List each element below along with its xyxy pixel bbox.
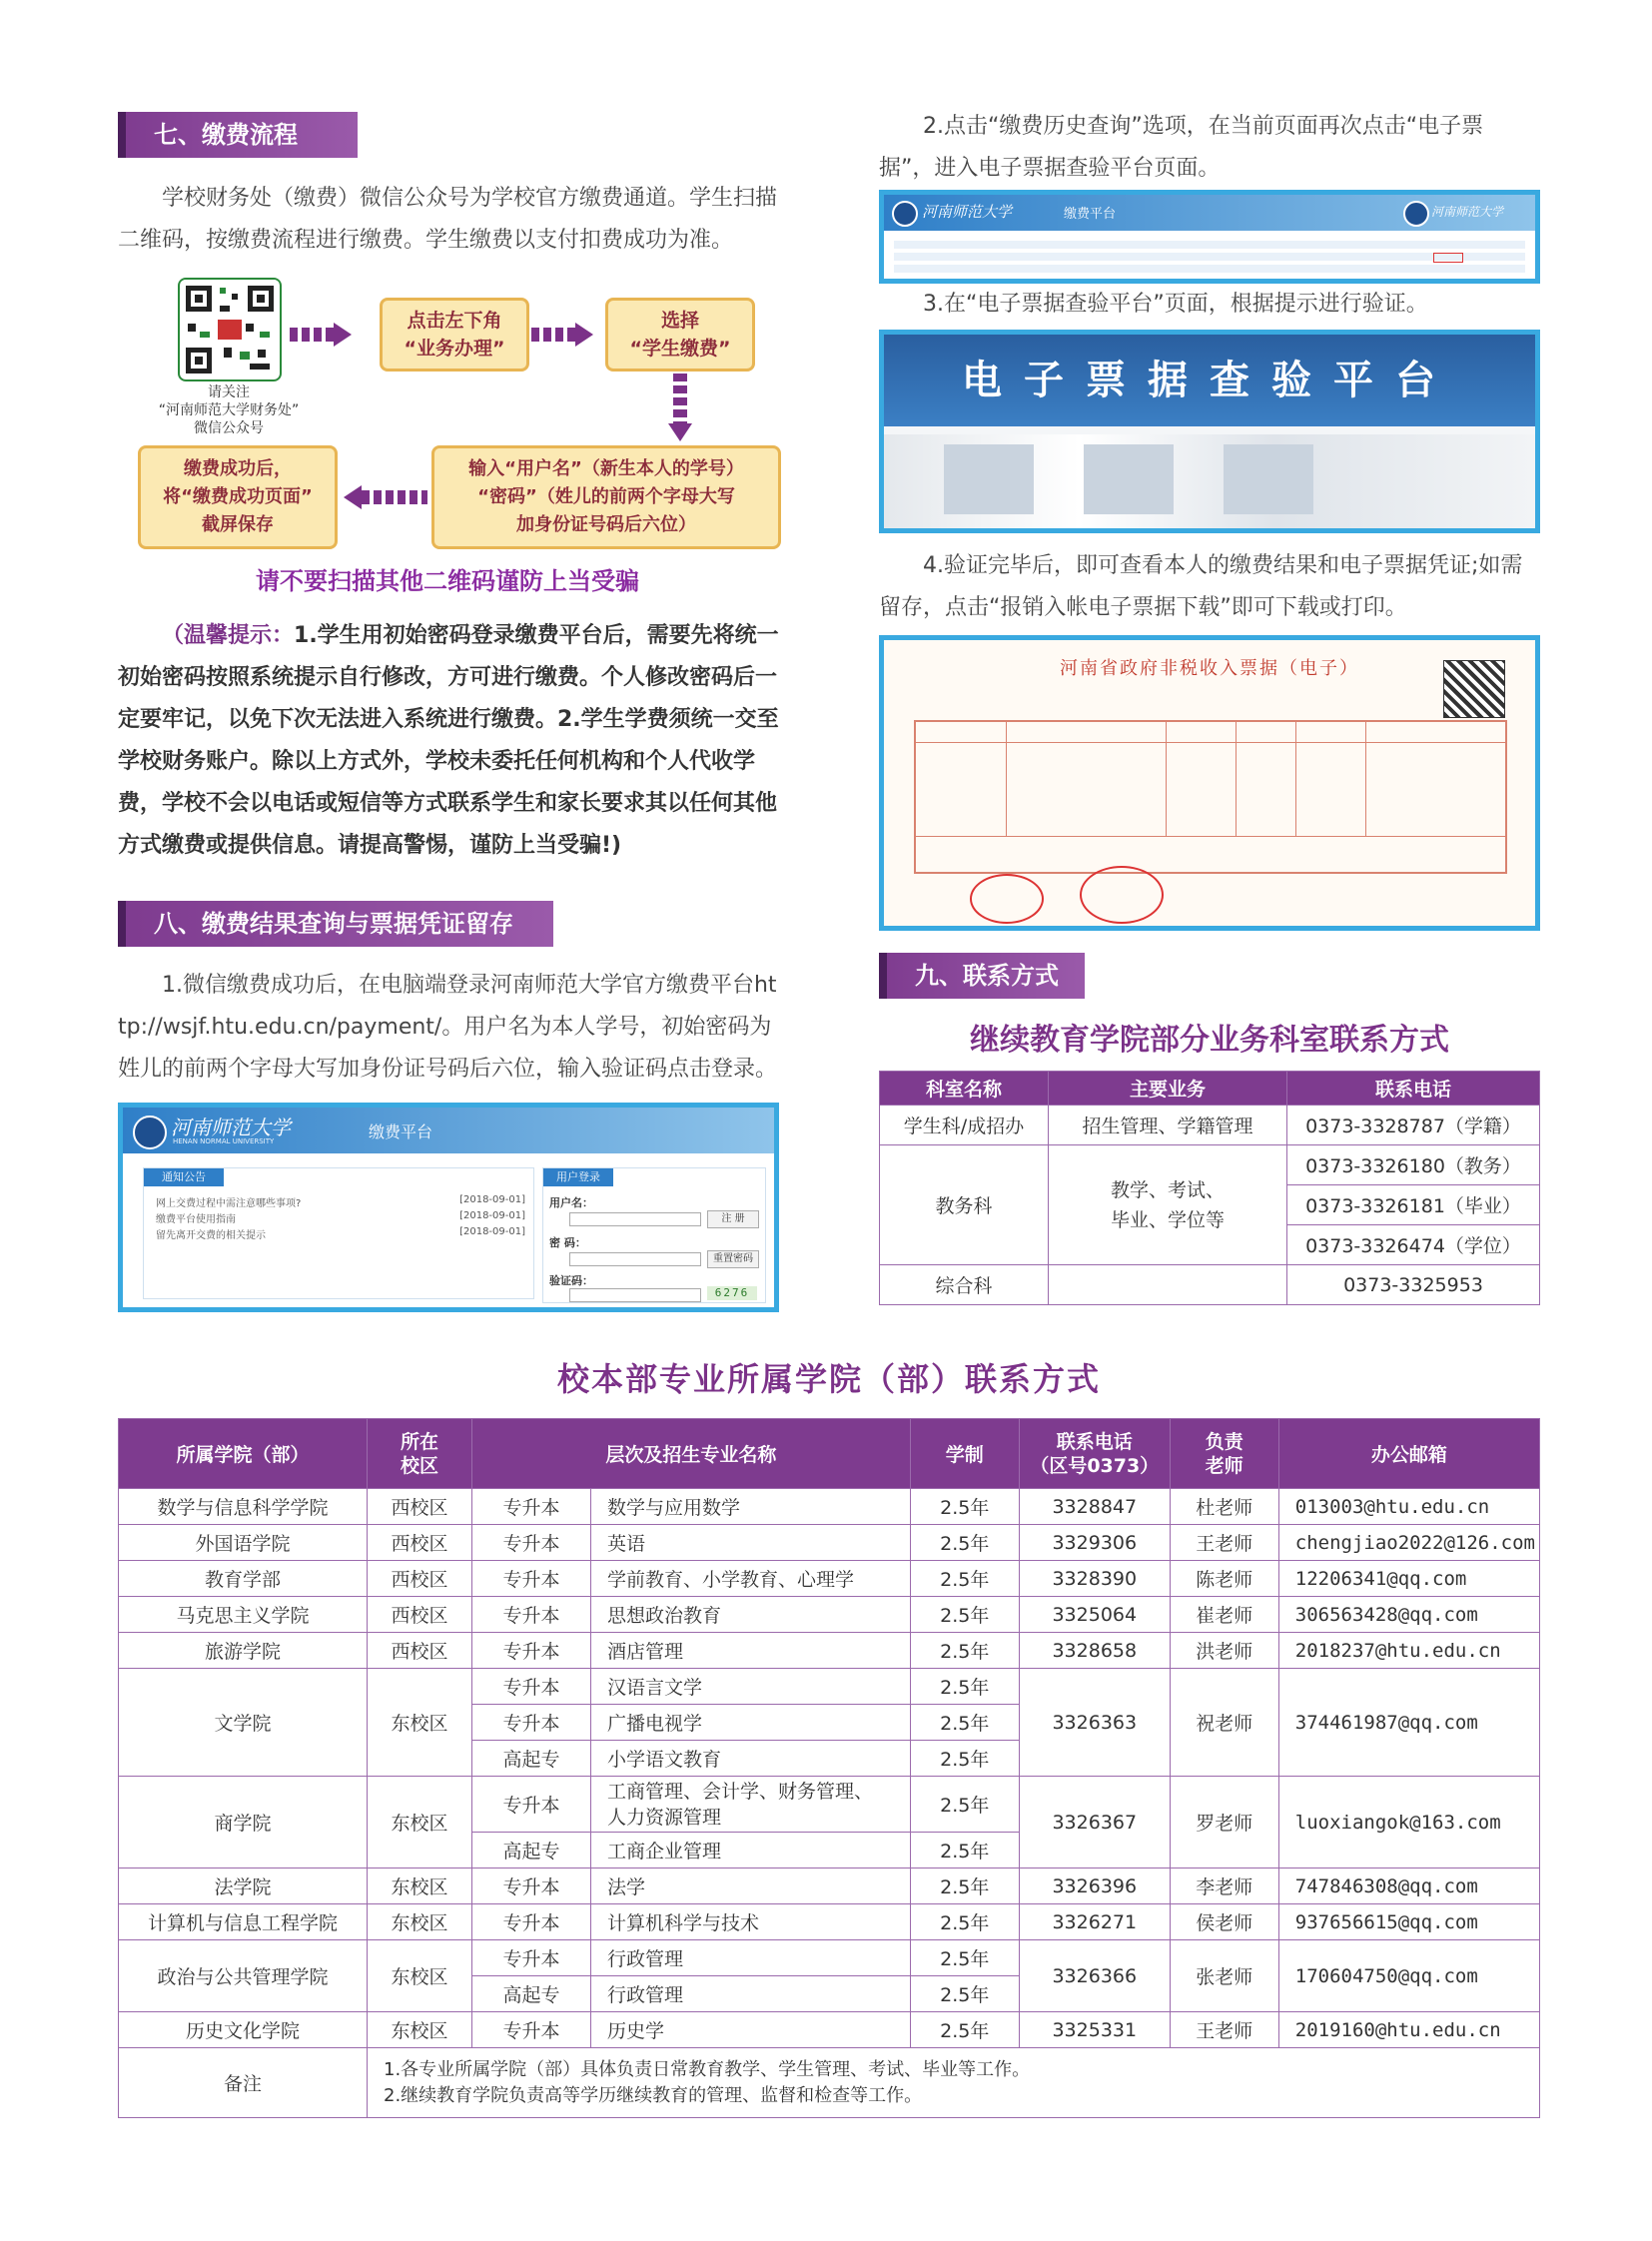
t2-campus: 东校区 — [368, 1940, 472, 2012]
t2-teacher: 崔老师 — [1170, 1597, 1278, 1633]
t2-major: 行政管理 — [591, 1976, 911, 2012]
t1-dept: 学生科/成招办 — [880, 1106, 1049, 1145]
t2-level: 专升本 — [472, 1669, 591, 1705]
t2-years: 2.5年 — [910, 1904, 1019, 1940]
verify-platform-screenshot — [879, 330, 1540, 533]
t2-teacher: 杜老师 — [1170, 1489, 1278, 1525]
notice-panel-title: 通知公告 — [144, 1168, 224, 1186]
t2-tel: 3329306 — [1019, 1525, 1170, 1561]
t1-tel: 0373-3326181（毕业） — [1287, 1185, 1540, 1225]
t2-major: 思想政治教育 — [591, 1597, 911, 1633]
flow-step-4: 缴费成功后， 将“缴费成功页面” 截屏保存 — [138, 445, 338, 549]
t2-level: 高起专 — [472, 1741, 591, 1777]
t2-header: 所属学院（部） — [119, 1419, 368, 1489]
college-contact-table — [118, 1418, 1540, 2118]
invoice-qr-icon — [1443, 660, 1505, 718]
qr-caption-line-1: 请关注 — [208, 384, 250, 400]
password-label: 密 码： — [549, 1236, 586, 1249]
t2-tel: 3325331 — [1019, 2012, 1170, 2048]
t2-teacher: 王老师 — [1170, 1525, 1278, 1561]
t1-tel: 0373-3326180（教务） — [1287, 1145, 1540, 1185]
t2-email[interactable]: 2018237@htu.edu.cn — [1278, 1633, 1539, 1669]
login-shot-header — [123, 1108, 774, 1153]
window-frame — [944, 444, 1034, 514]
t2-tel: 3326271 — [1019, 1904, 1170, 1940]
t2-years: 2.5年 — [910, 1833, 1019, 1868]
qr-caption-line-2: “河南师范大学财务处” — [158, 402, 300, 418]
notice-item-title[interactable]: 缴费平台使用指南 — [156, 1214, 236, 1225]
t2-college: 教育学部 — [119, 1561, 368, 1597]
t2-level: 专升本 — [472, 1940, 591, 1976]
t2-teacher: 李老师 — [1170, 1868, 1278, 1904]
t2-email[interactable]: chengjiao2022@126.com — [1278, 1525, 1539, 1561]
university-emblem-icon — [1403, 201, 1429, 227]
t2-years: 2.5年 — [910, 1868, 1019, 1904]
section-7-intro: 学校财务处（缴费）微信公众号为学校官方缴费通道。学生扫描二维码，按缴费流程进行缴费。学生缴费以支付扣费成功为准。 — [118, 186, 778, 253]
t2-note — [368, 2048, 1540, 2118]
notice-item-date: [2018-09-01] — [459, 1226, 525, 1237]
t2-years: 2.5年 — [910, 2012, 1019, 2048]
t1-biz: 招生管理、学籍管理 — [1049, 1106, 1287, 1145]
t2-level: 专升本 — [472, 1561, 591, 1597]
t2-note-line-2: 2.继续教育学院负责高等学历继续教育的管理、监督和检查等工作。 — [384, 2084, 923, 2106]
t1-tel: 0373-3325953 — [1287, 1265, 1540, 1305]
section-8-step-1: 1.微信缴费成功后，在电脑端登录河南师范大学官方缴费平台http://wsjf.htu.edu.cn/payment/。用户名为本人学号，初始密码为姓儿的前两个字母大写加身份证号码后六位，输入验证码点击登录。 — [118, 973, 778, 1082]
flow-dash-2 — [531, 328, 575, 342]
qr-code — [178, 278, 282, 381]
t2-tel: 3328847 — [1019, 1489, 1170, 1525]
t2-years: 2.5年 — [910, 1940, 1019, 1976]
flow-step-1: 点击左下角 “业务办理” — [380, 298, 529, 372]
t2-college: 旅游学院 — [119, 1633, 368, 1669]
t1-dept: 综合科 — [880, 1265, 1049, 1305]
t2-years: 2.5年 — [910, 1777, 1019, 1833]
username-input[interactable] — [569, 1212, 701, 1226]
t2-level: 专升本 — [472, 1705, 591, 1741]
invoice-col-line — [1295, 722, 1296, 836]
table-row — [119, 1561, 1540, 1597]
flow-dash-3 — [673, 374, 687, 423]
t2-email[interactable]: 12206341@qq.com — [1278, 1561, 1539, 1597]
notice-item-title[interactable]: 网上交费过程中需注意哪些事项? — [156, 1198, 302, 1209]
section-8-step-3: 3.在“电子票据查验平台”页面，根据提示进行验证。 — [923, 292, 1428, 317]
t2-years: 2.5年 — [910, 1633, 1019, 1669]
username-label: 用户名： — [549, 1196, 593, 1209]
table-row — [119, 2012, 1540, 2048]
t2-note-line-1: 1.各专业所属学院（部）具体负责日常教育教学、学生管理、考试、毕业等工作。 — [384, 2058, 1031, 2080]
t2-header: 联系电话 （区号0373） — [1019, 1419, 1170, 1489]
t2-college: 文学院 — [119, 1669, 368, 1777]
t2-major: 数学与应用数学 — [591, 1489, 911, 1525]
history-table-lines — [894, 241, 1525, 277]
login-panel — [542, 1167, 766, 1303]
t1-header: 科室名称 — [880, 1072, 1049, 1106]
invoice-seal-icon — [1080, 866, 1164, 924]
t2-teacher: 罗老师 — [1170, 1777, 1278, 1868]
e-receipt-link[interactable] — [1433, 253, 1463, 263]
history-shot-platform: 缴费平台 — [1064, 207, 1117, 222]
flow-step-2: 选择 “学生缴费” — [605, 298, 755, 372]
notice-item — [156, 1194, 525, 1209]
warm-tip-body: 1.学生用初始密码登录缴费平台后，需要先将统一初始密码按照系统提示自行修改，方可进行缴费。个人修改密码后一定要牢记，以免下次无法进入系统进行缴费。2.学生学费须统一交至学校财务账户。除以上方式外，学校未委托任何机构和个人代收学费，学校不会以电话或短信等方式联系学生和家长要求其以任何其他方式缴费或提供信息。请提高警惕，谨防上当受骗!) — [118, 623, 779, 858]
t2-years: 2.5年 — [910, 1597, 1019, 1633]
t2-major: 酒店管理 — [591, 1633, 911, 1669]
t2-campus: 东校区 — [368, 1777, 472, 1868]
t2-level: 专升本 — [472, 1868, 591, 1904]
t2-college: 商学院 — [119, 1777, 368, 1868]
arrow-down-icon — [668, 423, 692, 441]
window-frame — [1224, 444, 1313, 514]
t2-campus: 东校区 — [368, 2012, 472, 2048]
t2-college: 法学院 — [119, 1868, 368, 1904]
history-shot-logo: 河南师范大学 — [922, 203, 1013, 221]
section-8-step-4: 4.验证完毕后，即可查看本人的缴费结果和电子票据凭证;如需留存，点击“报销入帐电子票据下载”即可下载或打印。 — [879, 553, 1523, 620]
arrow-right-icon — [575, 323, 593, 347]
t2-level: 专升本 — [472, 1904, 591, 1940]
t2-email[interactable]: 306563428@qq.com — [1278, 1597, 1539, 1633]
notice-item-date: [2018-09-01] — [459, 1210, 525, 1221]
t2-teacher: 张老师 — [1170, 1940, 1278, 2012]
t2-years: 2.5年 — [910, 1669, 1019, 1705]
notice-item-date: [2018-09-01] — [459, 1194, 525, 1205]
t2-college: 马克思主义学院 — [119, 1597, 368, 1633]
captcha-label: 验证码： — [549, 1274, 593, 1287]
t2-years: 2.5年 — [910, 1741, 1019, 1777]
t2-header: 负责 老师 — [1170, 1419, 1278, 1489]
t2-major: 工商管理、会计学、财务管理、 人力资源管理 — [591, 1777, 911, 1833]
t2-header: 学制 — [910, 1419, 1019, 1489]
notice-item — [156, 1226, 525, 1241]
t2-teacher: 洪老师 — [1170, 1633, 1278, 1669]
t2-major: 工商企业管理 — [591, 1833, 911, 1868]
table-row — [119, 2048, 1540, 2118]
warm-tip-label: （温馨提示： — [162, 623, 295, 648]
t2-teacher: 祝老师 — [1170, 1669, 1278, 1777]
t2-years: 2.5年 — [910, 1489, 1019, 1525]
t2-college: 外国语学院 — [119, 1525, 368, 1561]
flow-step-3: 输入“用户名”（新生本人的学号） “密码”（姓儿的前两个字母大写 加身份证号码后六位） — [431, 445, 781, 549]
t2-teacher: 王老师 — [1170, 2012, 1278, 2048]
table-row — [880, 1106, 1540, 1145]
history-screenshot — [879, 190, 1540, 284]
t2-campus: 东校区 — [368, 1904, 472, 1940]
flow-dash-1 — [290, 328, 334, 342]
t2-teacher: 陈老师 — [1170, 1561, 1278, 1597]
arrow-left-icon — [344, 485, 362, 509]
history-shot-header — [884, 195, 1535, 231]
table-row — [119, 1525, 1540, 1561]
t2-years: 2.5年 — [910, 1561, 1019, 1597]
t2-teacher: 侯老师 — [1170, 1904, 1278, 1940]
t2-level: 专升本 — [472, 1525, 591, 1561]
t2-campus: 西校区 — [368, 1525, 472, 1561]
t2-major: 小学语文教育 — [591, 1741, 911, 1777]
table-row — [880, 1265, 1540, 1305]
t2-email[interactable]: 937656615@qq.com — [1278, 1904, 1539, 1940]
t2-level: 专升本 — [472, 1633, 591, 1669]
t2-major: 广播电视学 — [591, 1705, 911, 1741]
invoice-col-line — [1006, 722, 1007, 836]
t1-tel: 0373-3328787（学籍） — [1287, 1106, 1540, 1145]
t2-level: 高起专 — [472, 1833, 591, 1868]
window-frame — [1084, 444, 1174, 514]
verify-banner: 电子票据查验平台 — [962, 357, 1457, 403]
invoice-col-line — [1236, 722, 1237, 836]
table-row — [119, 1940, 1540, 1976]
t2-years: 2.5年 — [910, 1705, 1019, 1741]
table-row — [119, 1904, 1540, 1940]
arrow-right-icon — [334, 323, 352, 347]
invoice-col-line — [1365, 722, 1366, 836]
t2-tel: 3328658 — [1019, 1633, 1170, 1669]
university-emblem-icon — [892, 201, 918, 227]
qr-pattern-icon — [180, 280, 280, 379]
invoice-title: 河南省政府非税收入票据（电子） — [1060, 658, 1359, 679]
login-shot-logo: 河南师范大学 — [171, 1116, 291, 1139]
login-shot-logo-sub: HENAN NORMAL UNIVERSITY — [173, 1137, 275, 1145]
scam-warning: 请不要扫描其他二维码谨防上当受骗 — [256, 567, 639, 595]
t2-tel: 3328390 — [1019, 1561, 1170, 1597]
t2-tel: 3326367 — [1019, 1777, 1170, 1868]
invoice-header-row — [916, 722, 1505, 743]
t2-years: 2.5年 — [910, 1976, 1019, 2012]
t2-header: 层次及招生专业名称 — [472, 1419, 911, 1489]
table-row — [119, 1777, 1540, 1833]
verify-room-photo — [884, 434, 1535, 528]
table-row — [119, 1489, 1540, 1525]
t2-college: 政治与公共管理学院 — [119, 1940, 368, 2012]
t2-email[interactable]: 747846308@qq.com — [1278, 1868, 1539, 1904]
notice-item-title[interactable]: 留先离开交费的相关提示 — [156, 1230, 266, 1241]
university-emblem-icon — [133, 1116, 167, 1149]
t2-header: 所在 校区 — [368, 1419, 472, 1489]
invoice-grid — [914, 720, 1507, 874]
invoice-col-line — [1166, 722, 1167, 836]
t2-major: 法学 — [591, 1868, 911, 1904]
t2-level: 专升本 — [472, 1597, 591, 1633]
t2-campus: 西校区 — [368, 1597, 472, 1633]
t2-campus: 东校区 — [368, 1868, 472, 1904]
login-shot-platform: 缴费平台 — [369, 1122, 433, 1141]
table-row — [119, 1633, 1540, 1669]
captcha-input[interactable] — [569, 1288, 701, 1302]
t2-campus: 西校区 — [368, 1489, 472, 1525]
t2-tel: 3325064 — [1019, 1597, 1170, 1633]
t2-major: 英语 — [591, 1525, 911, 1561]
t1-biz: 教学、考试、 毕业、学位等 — [1049, 1145, 1287, 1265]
t2-major: 行政管理 — [591, 1940, 911, 1976]
t2-header: 办公邮箱 — [1278, 1419, 1539, 1489]
t2-email[interactable]: 374461987@qq.com — [1278, 1669, 1539, 1777]
t1-tel: 0373-3326474（学位） — [1287, 1225, 1540, 1265]
t2-college: 数学与信息科学学院 — [119, 1489, 368, 1525]
t2-tel: 3326366 — [1019, 1940, 1170, 2012]
t2-email[interactable]: luoxiangok@163.com — [1278, 1777, 1539, 1868]
t2-campus: 东校区 — [368, 1669, 472, 1777]
qr-caption — [132, 383, 326, 437]
t1-dept: 教务科 — [880, 1145, 1049, 1265]
reset-password-button[interactable]: 重置密码 — [707, 1250, 759, 1268]
t2-level: 专升本 — [472, 2012, 591, 2048]
t2-college: 历史文化学院 — [119, 2012, 368, 2048]
history-shot-logo-right: 河南师范大学 — [1431, 205, 1504, 219]
t2-note-label: 备注 — [119, 2048, 368, 2118]
t2-major: 计算机科学与技术 — [591, 1904, 911, 1940]
t1-header: 联系电话 — [1287, 1072, 1540, 1106]
table1-title: 继续教育学院部分业务科室联系方式 — [970, 1023, 1449, 1058]
password-input[interactable] — [569, 1252, 701, 1266]
t1-header: 主要业务 — [1049, 1072, 1287, 1106]
t2-email[interactable]: 2019160@htu.edu.cn — [1278, 2012, 1539, 2048]
table2-title: 校本部专业所属学院（部）联系方式 — [556, 1360, 1101, 1398]
captcha-image[interactable]: 6276 — [707, 1286, 757, 1300]
section-8-step-2: 2.点击“缴费历史查询”选项，在当前页面再次点击“电子票据”，进入电子票据查验平台页面。 — [879, 114, 1484, 181]
department-contact-table — [879, 1071, 1540, 1305]
t2-major: 学前教育、小学教育、心理学 — [591, 1561, 911, 1597]
qr-caption-line-3: 微信公众号 — [194, 420, 264, 436]
t2-major: 汉语言文学 — [591, 1669, 911, 1705]
t1-biz — [1049, 1265, 1287, 1305]
table-row — [119, 1597, 1540, 1633]
invoice-screenshot — [879, 635, 1540, 931]
section-8-header: 八、缴费结果查询与票据凭证留存 — [118, 901, 553, 947]
notice-item — [156, 1210, 525, 1225]
notice-panel — [143, 1167, 534, 1299]
t2-major: 历史学 — [591, 2012, 911, 2048]
register-button[interactable]: 注 册 — [707, 1210, 759, 1228]
table-row — [880, 1145, 1540, 1185]
section-7-header: 七、缴费流程 — [118, 112, 358, 158]
flow-dash-4 — [362, 490, 427, 504]
t2-email[interactable]: 170604750@qq.com — [1278, 1940, 1539, 2012]
t2-level: 专升本 — [472, 1777, 591, 1833]
login-panel-title: 用户登录 — [543, 1168, 613, 1186]
table-row — [119, 1669, 1540, 1705]
t2-level: 专升本 — [472, 1489, 591, 1525]
login-screenshot — [118, 1103, 779, 1312]
t2-tel: 3326396 — [1019, 1868, 1170, 1904]
table-row — [119, 1868, 1540, 1904]
t2-college: 计算机与信息工程学院 — [119, 1904, 368, 1940]
section-9-header: 九、联系方式 — [879, 953, 1085, 999]
invoice-total-row — [916, 836, 1505, 837]
t2-campus: 西校区 — [368, 1633, 472, 1669]
t2-email[interactable]: 013003@htu.edu.cn — [1278, 1489, 1539, 1525]
warm-tip — [118, 615, 781, 867]
t2-tel: 3326363 — [1019, 1669, 1170, 1777]
t2-campus: 西校区 — [368, 1561, 472, 1597]
invoice-seal-icon — [970, 874, 1044, 924]
t2-years: 2.5年 — [910, 1525, 1019, 1561]
t2-level: 高起专 — [472, 1976, 591, 2012]
